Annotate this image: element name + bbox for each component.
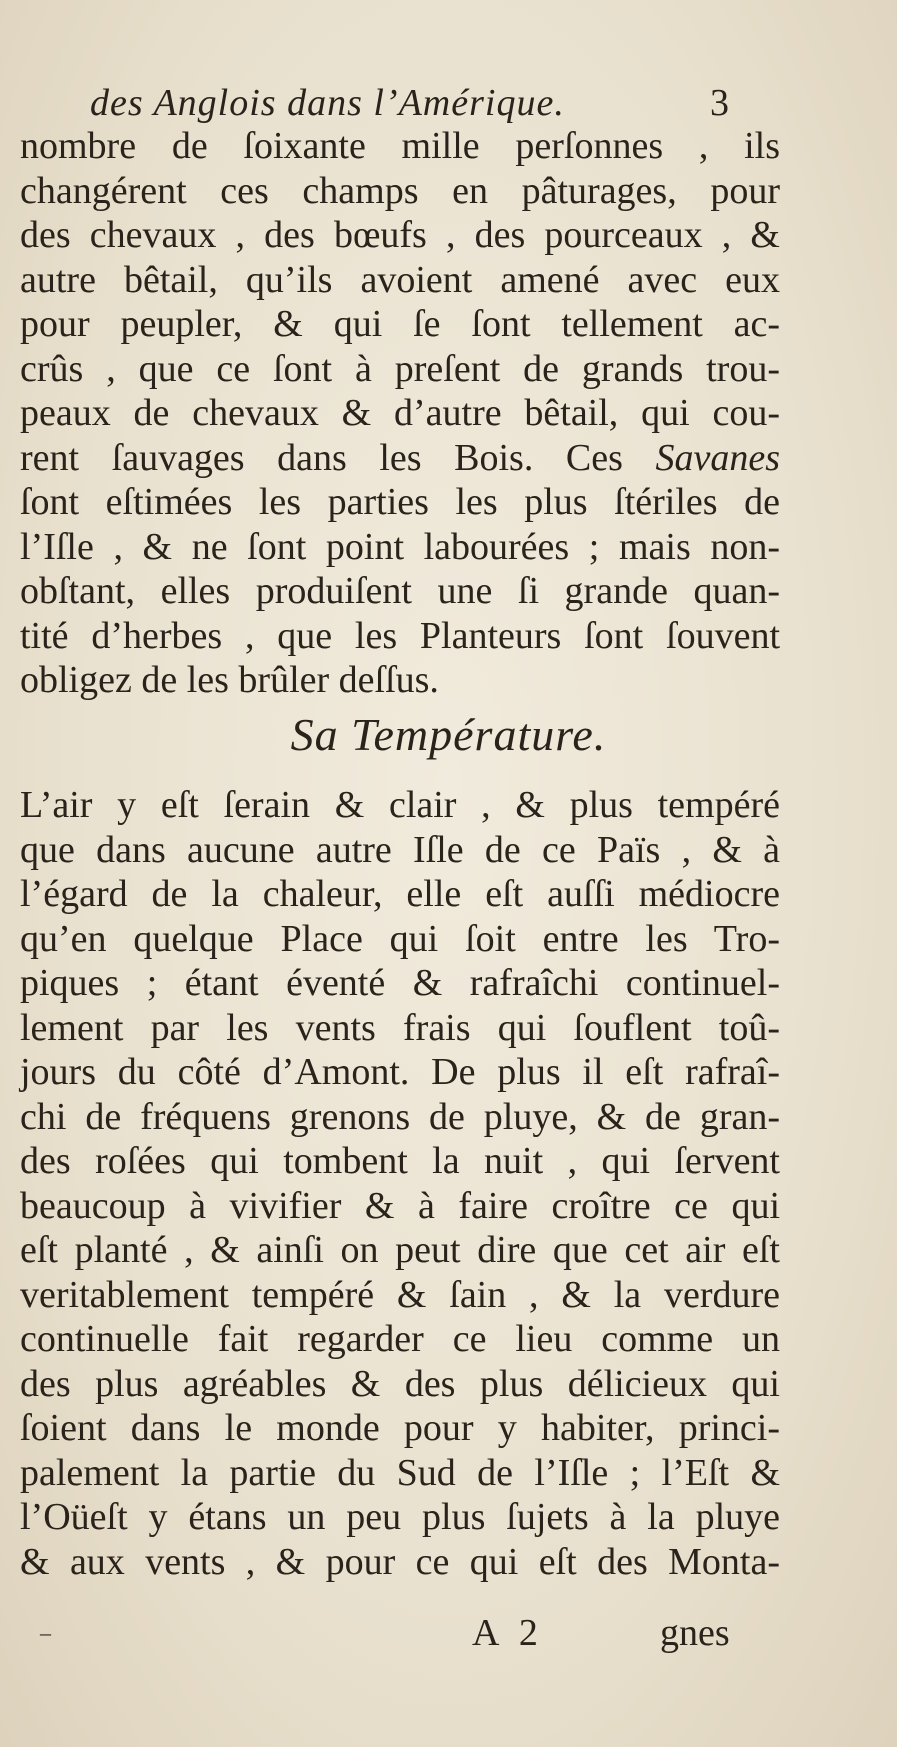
paragraph-temperature [20,783,780,1584]
text-line: changérent ces champs en pâturages, pour [20,169,780,212]
text-line: palement la partie du Sud de l’Iſle ; l’Eſt & [20,1451,780,1494]
page-number: 3 [710,82,730,124]
text-line: ſont eſtimées les parties les plus ſtériles de [20,481,780,523]
text-line: obſtant, elles produiſent une ſi grande quan- [20,570,780,612]
text-line: continuelle fait regarder ce lieu comme un [20,1318,780,1360]
text-line: l’Iſle , & ne ſont point labourées ; mais non- [20,525,780,568]
text-line: eſt planté , & ainſi on peut dire que cet air eſt [20,1229,780,1271]
text-line: l’égard de la chaleur, elle eſt auſſi médiocre [20,873,780,915]
text-line: autre bêtail, qu’ils avoient amené avec eux [20,258,780,301]
text-line: pour peupler, & qui ſe ſont tellement ac- [20,303,780,345]
text-line: des chevaux , des bœufs , des pourceaux , & [20,214,780,256]
signature-mark: A 2 [472,1612,544,1654]
catchline [0,1608,897,1658]
catchword: gnes [660,1612,730,1654]
text-line: & aux vents , & pour ce qui eſt des Monta- [20,1540,780,1583]
text-line: L’air y eſt ſerain & clair , & plus tempéré [20,784,780,826]
text-line: beaucoup à vivifier & à faire croître ce qui [20,1184,780,1227]
text-line: qu’en quelque Place qui ſoit entre les Tro- [20,917,780,960]
text-line: jours du côté d’Amont. De plus il eſt rafraî- [20,1051,780,1093]
text-line: l’Oüeſt y étans un peu plus ſujets à la pluye [20,1496,780,1538]
text-line: obligez de les brûler deſſus. [20,659,439,701]
text-line: tité d’herbes , que les Planteurs ſont ſouvent [20,614,780,657]
running-head [70,78,770,128]
text-line: des plus agréables & des plus délicieux qui [20,1362,780,1405]
paragraph-savanes [20,124,780,703]
text-line: rent ſauvages dans les Bois. Ces Savanes [20,436,780,479]
text-line: ſoient dans le monde pour y habiter, princi- [20,1407,780,1449]
running-head-title: des Anglois dans l’Amérique. [90,82,565,124]
text-line: piques ; étant éventé & rafraîchi continuel- [20,962,780,1004]
text-line: que dans aucune autre Iſle de ce Païs , & à [20,828,780,871]
ornament-mark-icon: ‒ [40,1620,51,1645]
italic-word: Savanes [655,436,780,479]
text-line: nombre de ſoixante mille perſonnes , ils [20,125,780,167]
text-line: chi de fréquens grenons de pluye, & de gran- [20,1095,780,1138]
text-line: lement par les vents frais qui ſouflent toû- [20,1006,780,1049]
section-heading: Sa Température. [290,709,607,760]
text-line: peaux de chevaux & d’autre bêtail, qui cou- [20,392,780,434]
text-line: veritablement tempéré & ſain , & la verdure [20,1273,780,1316]
text-line: des roſées qui tombent la nuit , qui ſervent [20,1140,780,1182]
text-line: crûs , que ce ſont à preſent de grands trou- [20,347,780,390]
